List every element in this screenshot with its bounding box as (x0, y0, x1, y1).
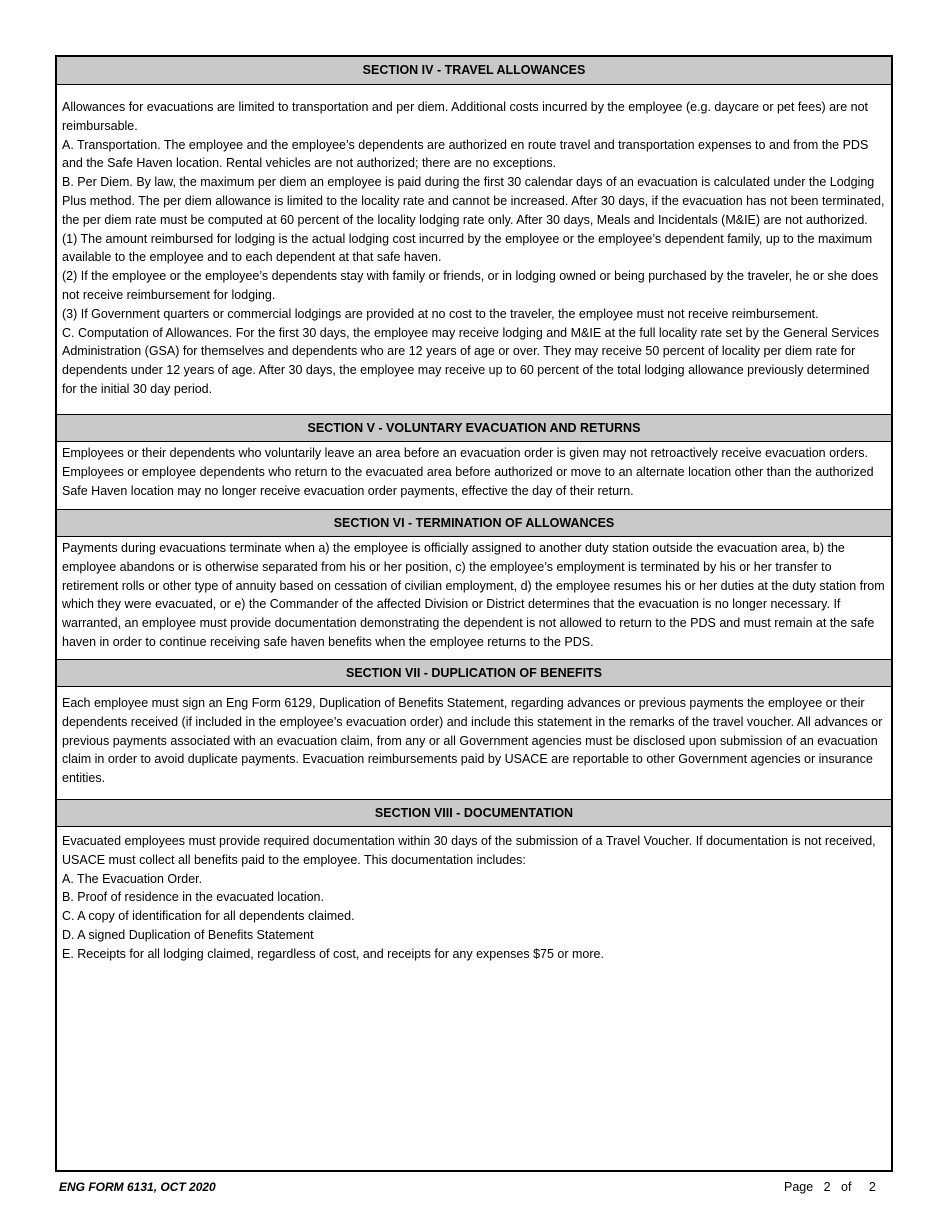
section-vi-header: SECTION VI - TERMINATION OF ALLOWANCES (57, 509, 891, 537)
page-number (784, 1180, 876, 1194)
section-v-paragraph: Employees or their dependents who voluntarily leave an area before an evacuation order is given may not retroactively receive evacuation orders. Employees or employee dependents who return to the evacuated area before authorized or move to an alternate location other than the authorized Safe Haven location may no longer receive evacuation order payments, effective the day of their return. (62, 446, 874, 498)
section-viii-list-item: B. Proof of residence in the evacuated location. (62, 890, 324, 905)
section-v-body (57, 444, 891, 500)
section-viii-header: SECTION VIII - DOCUMENTATION (57, 799, 891, 827)
section-iv-paragraph: (1) The amount reimbursed for lodging is the actual lodging cost incurred by the employee or the employee’s dependent family, up to the maximum available to the employee and to each dependent at that safe haven. (62, 231, 873, 265)
section-viii-list-item: D. A signed Duplication of Benefits Statement (62, 927, 314, 942)
form-page (55, 55, 893, 1172)
section-iv-paragraph: A. Transportation. The employee and the employee’s dependents are authorized en route travel and transportation expenses to and from the PDS and the Safe Haven location. Rental vehicles are not authorized; there are no exceptions. (62, 137, 869, 171)
section-vii-body (57, 694, 891, 788)
section-viii-list-item: C. A copy of identification for all dependents claimed. (62, 909, 355, 924)
section-v-header: SECTION V - VOLUNTARY EVACUATION AND RETURNS (57, 414, 891, 442)
section-vii-header: SECTION VII - DUPLICATION OF BENEFITS (57, 659, 891, 687)
page-of: of (841, 1180, 852, 1194)
section-viii-list-item: A. The Evacuation Order. (62, 871, 203, 886)
page-label: Page (784, 1180, 814, 1194)
form-identifier: ENG FORM 6131, OCT 2020 (59, 1180, 216, 1194)
page-current: 2 (823, 1180, 831, 1194)
page-total: 2 (868, 1180, 876, 1194)
section-iv-paragraph: Allowances for evacuations are limited to transportation and per diem. Additional costs incurred by the employee (e.g. daycare or pet fees) are not reimbursable. (62, 100, 868, 133)
section-iv-body (57, 98, 891, 399)
section-iv-header: SECTION IV - TRAVEL ALLOWANCES (57, 57, 891, 85)
section-vi-body (57, 539, 891, 652)
section-viii-list-item: E. Receipts for all lodging claimed, regardless of cost, and receipts for any expenses $75 or more. (62, 946, 604, 961)
section-iv-paragraph: (3) If Government quarters or commercial lodgings are provided at no cost to the traveler, the employee must not receive reimbursement. (62, 306, 819, 321)
section-vi-paragraph: Payments during evacuations terminate when a) the employee is officially assigned to another duty station outside the evacuation area, b) the employee abandons or is otherwise separated from his or her position, c) the employee’s employment is terminated by his or her transfer to retirement rolls or other type of annuity based on cessation of civilian employment, d) the employee resumes his or her duties at the duty station from which they were evacuated, or e) the Commander of the affected Division or District determines that the evacuation is no longer necessary. If warranted, an employee must provide documentation demonstrating the dependent is not allowed to return to the PDS and must remain at the safe haven in order to continue receiving safe haven benefits when the employee returns to the PDS. (62, 541, 885, 649)
section-viii-paragraph: Evacuated employees must provide required documentation within 30 days of the submission of a Travel Voucher. If documentation is not received, USACE must collect all benefits paid to the employee. This documentation includes: (62, 834, 876, 867)
section-iv-paragraph: C. Computation of Allowances. For the first 30 days, the employee may receive lodging and M&IE at the full locality rate set by the General Services Administration (GSA) for themselves and dependents who are 12 years of age or over. They may receive 50 percent of locality per diem rate for dependents under 12 years of age. After 30 days, the employee may receive up to 60 percent of the total lodging allowance previously determined for the initial 30 day period. (62, 325, 880, 396)
section-vii-paragraph: Each employee must sign an Eng Form 6129, Duplication of Benefits Statement, regarding advances or previous payments the employee or their dependents received (if included in the employee’s evacuation order) and include this statement in the remarks of the travel voucher. All advances or previous payments associated with an evacuation claim, from any or all Government agencies must be disclosed upon submission of an evacuation claim in order to avoid duplicate payments. Evacuation reimbursements paid by USACE are reportable to other Government agencies or insurance entities. (62, 696, 883, 786)
section-iv-paragraph: B. Per Diem. By law, the maximum per diem an employee is paid during the first 30 calendar days of an evacuation is calculated under the Lodging Plus method. The per diem allowance is limited to the locality rate and cannot be increased. After 30 days, if the evacuation has not been terminated, the per diem rate must be computed at 60 percent of the locality lodging rate only. After 30 days, Meals and Incidentals (M&IE) are not authorized. (62, 175, 885, 227)
section-iv-paragraph: (2) If the employee or the employee’s dependents stay with family or friends, or in lodging owned or being purchased by the traveler, he or she does not receive reimbursement for lodging. (62, 269, 879, 302)
section-viii-body (57, 832, 891, 964)
